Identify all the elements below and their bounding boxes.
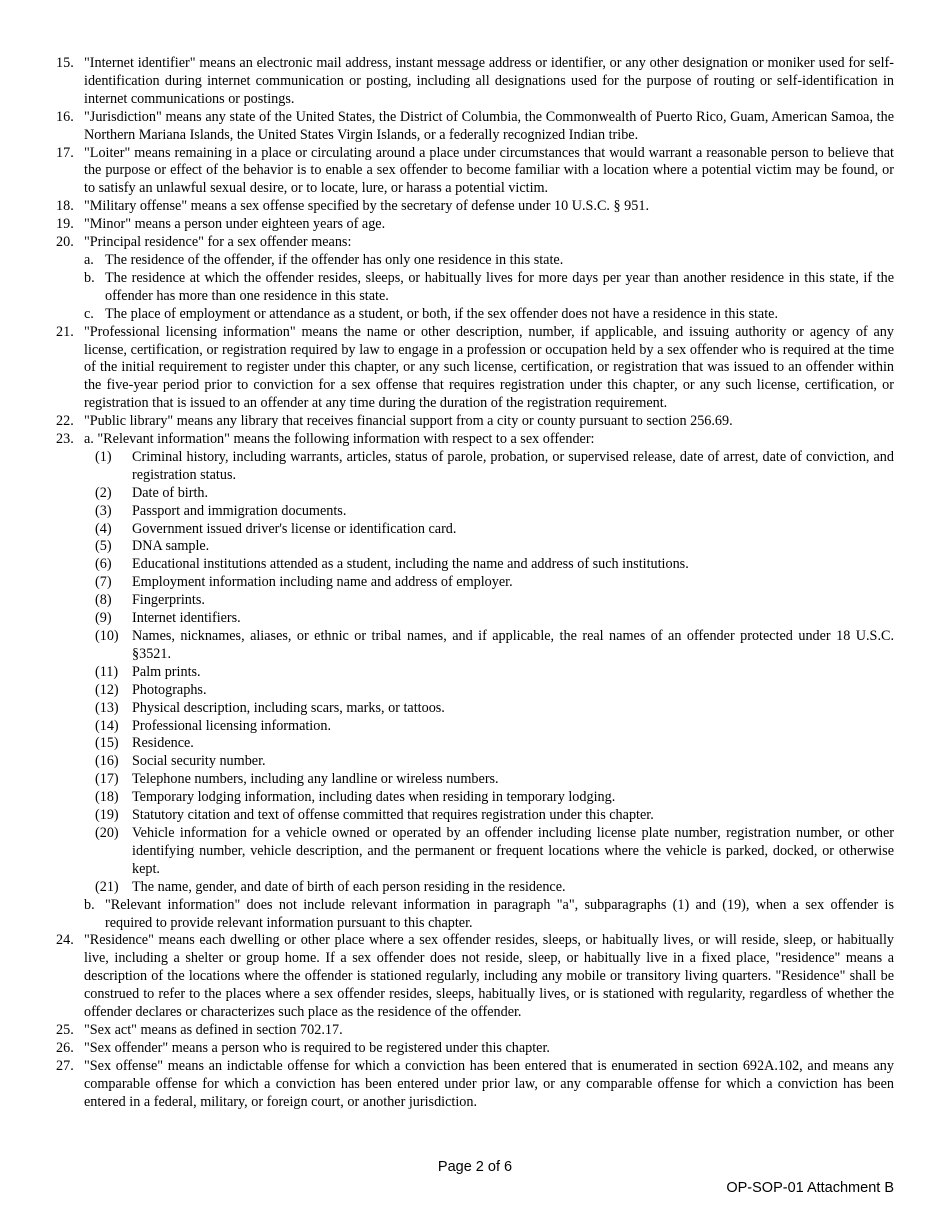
- item-number: 17.: [56, 144, 74, 161]
- relevant-info-item: [56, 503, 894, 521]
- relevant-info-item: [56, 807, 894, 825]
- sub-item-label: b.: [84, 269, 95, 286]
- item-number: 25.: [56, 1021, 74, 1038]
- relevant-info-text: Names, nicknames, aliases, or ethnic or tribal names, and if applicable, the real names of an offender protected under 18 U.S.C. §3521.: [132, 628, 894, 662]
- item-number: 22.: [56, 413, 74, 430]
- relevant-info-label: (2): [95, 484, 112, 501]
- definition-item: [56, 431, 894, 449]
- relevant-info-text: Criminal history, including warrants, articles, status of parole, probation, or supervised release, date of arrest, date of conviction, and registration status.: [132, 448, 894, 483]
- definition-item: [56, 109, 894, 145]
- relevant-info-text: Internet identifiers.: [132, 610, 241, 627]
- item-number: 19.: [56, 216, 74, 233]
- relevant-info-item: [56, 718, 894, 736]
- relevant-info-label: (6): [95, 556, 112, 573]
- item-text: a. "Relevant information" means the following information with respect to a sex offender:: [84, 431, 595, 448]
- definition-item: [56, 1040, 894, 1058]
- item-text: "Sex offender" means a person who is required to be registered under this chapter.: [84, 1039, 550, 1056]
- item-text: "Sex act" means as defined in section 702.17.: [84, 1021, 343, 1038]
- definition-item: [56, 1058, 894, 1112]
- sub-item-label: c.: [84, 305, 94, 322]
- relevant-info-text: Employment information including name and address of employer.: [132, 574, 513, 591]
- item-number: 27.: [56, 1057, 74, 1074]
- relevant-info-label: (21): [95, 878, 119, 895]
- sub-item-text: The residence at which the offender resides, sleeps, or habitually lives for more days per year than another residence in this state, if the offender has more than one residence in this state.: [105, 269, 894, 304]
- relevant-info-item: [56, 592, 894, 610]
- relevant-info-item: [56, 485, 894, 503]
- relevant-info-text: Palm prints.: [132, 663, 201, 680]
- page-number: Page 2 of 6: [437, 1159, 513, 1175]
- definition-item: [56, 1022, 894, 1040]
- relevant-info-label: (19): [95, 807, 119, 824]
- relevant-info-item: [56, 700, 894, 718]
- relevant-info-item: [56, 574, 894, 592]
- relevant-info-text: Physical description, including scars, marks, or tattoos.: [132, 699, 445, 716]
- relevant-info-item: [56, 879, 894, 897]
- relevant-info-item: [56, 556, 894, 574]
- relevant-info-text: Residence.: [132, 735, 194, 752]
- relevant-info-label: (17): [95, 771, 119, 788]
- sub-item: [56, 897, 894, 933]
- relevant-info-label: (4): [95, 520, 112, 537]
- definition-item: [56, 234, 894, 252]
- item-number: 16.: [56, 108, 74, 125]
- relevant-info-text: Passport and immigration documents.: [132, 502, 347, 519]
- relevant-info-label: (15): [95, 735, 119, 752]
- relevant-info-item: [56, 753, 894, 771]
- definition-item: [56, 932, 894, 1022]
- item-number: 23.: [56, 431, 74, 448]
- document-page: [56, 55, 894, 1111]
- relevant-info-text: Telephone numbers, including any landline or wireless numbers.: [132, 771, 499, 788]
- relevant-info-label: (7): [95, 574, 112, 591]
- definition-item: [56, 413, 894, 431]
- relevant-info-item: [56, 682, 894, 700]
- definition-item: [56, 216, 894, 234]
- relevant-info-label: (18): [95, 789, 119, 806]
- item-text: "Residence" means each dwelling or other place where a sex offender resides, sleeps, or habitually lives, or will reside, sleep, or habitually live, including a shelter or group home. If a sex offender does not reside, sleep, or habitually live in a fixed place, "residence" means a description of the locations where the offender is stationed regularly, including any mobile or transitory living quarters. "Residence" shall be construed to refer to the places where a sex offender resides, sleeps, habitually lives, or is stationed with regularity, regardless of whether the offender declares or characterizes such place as the residence of the offender.: [84, 932, 894, 1021]
- definition-item: [56, 198, 894, 216]
- relevant-info-item: [56, 521, 894, 539]
- relevant-info-text: Photographs.: [132, 681, 207, 698]
- item-text: "Jurisdiction" means any state of the United States, the District of Columbia, the Commonwealth of Puerto Rico, Guam, American Samoa, the Northern Mariana Islands, the United States Virgin Islands, or a federally recognized Indian tribe.: [84, 108, 894, 143]
- relevant-info-item: [56, 538, 894, 556]
- definition-item: [56, 55, 894, 109]
- sub-item: [56, 252, 894, 270]
- relevant-info-item: [56, 771, 894, 789]
- document-id: OP-SOP-01 Attachment B: [726, 1180, 894, 1196]
- sub-item: [56, 270, 894, 306]
- relevant-info-label: (3): [95, 502, 112, 519]
- relevant-info-label: (13): [95, 699, 119, 716]
- relevant-info-text: Date of birth.: [132, 484, 209, 501]
- item-text: "Principal residence" for a sex offender means:: [84, 234, 352, 251]
- relevant-info-text: The name, gender, and date of birth of each person residing in the residence.: [132, 878, 566, 895]
- relevant-info-text: Government issued driver's license or identification card.: [132, 520, 457, 537]
- relevant-info-text: Fingerprints.: [132, 592, 205, 609]
- relevant-info-item: [56, 789, 894, 807]
- definition-item: [56, 145, 894, 199]
- relevant-info-item: [56, 628, 894, 664]
- item-text: "Sex offense" means an indictable offense for which a conviction has been entered that is enumerated in section 692A.102, and means any comparable offense for which a conviction has been entered under prior law, or any comparable offense for which a conviction has been entered in a federal, military, or foreign court, or another jurisdiction.: [84, 1057, 894, 1110]
- relevant-info-item: [56, 449, 894, 485]
- relevant-info-text: Social security number.: [132, 753, 266, 770]
- relevant-info-label: (11): [95, 663, 119, 680]
- relevant-info-text: Educational institutions attended as a student, including the name and address of such institutions.: [132, 556, 689, 573]
- relevant-info-text: Vehicle information for a vehicle owned or operated by an offender including license plate number, registration number, or other identifying number, vehicle description, and the permanent or frequent locations where the vehicle is parked, docked, or otherwise kept.: [132, 824, 894, 877]
- relevant-info-item: [56, 825, 894, 879]
- relevant-info-text: Professional licensing information.: [132, 717, 331, 734]
- definition-item: [56, 324, 894, 414]
- relevant-info-label: (20): [95, 824, 119, 841]
- relevant-info-text: DNA sample.: [132, 538, 210, 555]
- sub-item-text: The place of employment or attendance as a student, or both, if the sex offender does not have a residence in this state.: [105, 305, 779, 322]
- item-number: 18.: [56, 198, 74, 215]
- sub-item: [56, 306, 894, 324]
- relevant-info-label: (14): [95, 717, 119, 734]
- sub-item-text: "Relevant information" does not include relevant information in paragraph "a", subparagraphs (1) and (19), when a sex offender is required to provide relevant information pursuant to this chapter.: [105, 896, 894, 931]
- relevant-info-label: (8): [95, 592, 112, 609]
- sub-item-label: a.: [84, 251, 94, 268]
- relevant-info-item: [56, 664, 894, 682]
- relevant-info-item: [56, 610, 894, 628]
- relevant-info-text: Statutory citation and text of offense committed that requires registration under this chapter.: [132, 807, 654, 824]
- item-text: "Military offense" means a sex offense specified by the secretary of defense under 10 U.S.C. § 951.: [84, 198, 649, 215]
- relevant-info-label: (9): [95, 610, 112, 627]
- item-number: 15.: [56, 55, 74, 71]
- relevant-info-label: (5): [95, 538, 112, 555]
- item-text: "Internet identifier" means an electronic mail address, instant message address or identifier, or any other designation or moniker used for self-identification during internet communication or posting, including all designations used for the purpose of routing or self-identification in internet communications or postings.: [84, 55, 894, 107]
- relevant-info-item: [56, 735, 894, 753]
- relevant-info-label: (12): [95, 681, 119, 698]
- item-text: "Loiter" means remaining in a place or circulating around a place under circumstances that would warrant a reasonable person to believe that the purpose or effect of the behavior is to enable a sex offender to become familiar with a location where a potential victim may be found, or to satisfy an unlawful sexual desire, or to locate, lure, or harass a potential victim.: [84, 144, 894, 197]
- relevant-info-label: (16): [95, 753, 119, 770]
- relevant-info-label: (1): [95, 448, 112, 465]
- item-text: "Professional licensing information" means the name or other description, number, if applicable, and issuing authority or agency of any license, certification, or registration required by law to engage in a profession or occupation held by a sex offender who is required at the time of the initial requirement to register under this chapter, or any such license, certification, or registration that was issued to an offender within the five-year period prior to conviction for a sex offense that requires registration under this chapter, or any such license, certification, or registration that is issued to an offender at any time during the duration of the registration requirement.: [84, 323, 894, 412]
- relevant-info-text: Temporary lodging information, including dates when residing in temporary lodging.: [132, 789, 616, 806]
- relevant-info-label: (10): [95, 628, 119, 644]
- item-text: "Public library" means any library that receives financial support from a city or county pursuant to section 256.69.: [84, 413, 733, 430]
- item-number: 26.: [56, 1039, 74, 1056]
- sub-item-label: b.: [84, 896, 95, 913]
- sub-item-text: The residence of the offender, if the offender has only one residence in this state.: [105, 251, 564, 268]
- item-text: "Minor" means a person under eighteen years of age.: [84, 216, 386, 233]
- item-number: 21.: [56, 323, 74, 340]
- item-number: 24.: [56, 932, 74, 949]
- item-number: 20.: [56, 234, 74, 251]
